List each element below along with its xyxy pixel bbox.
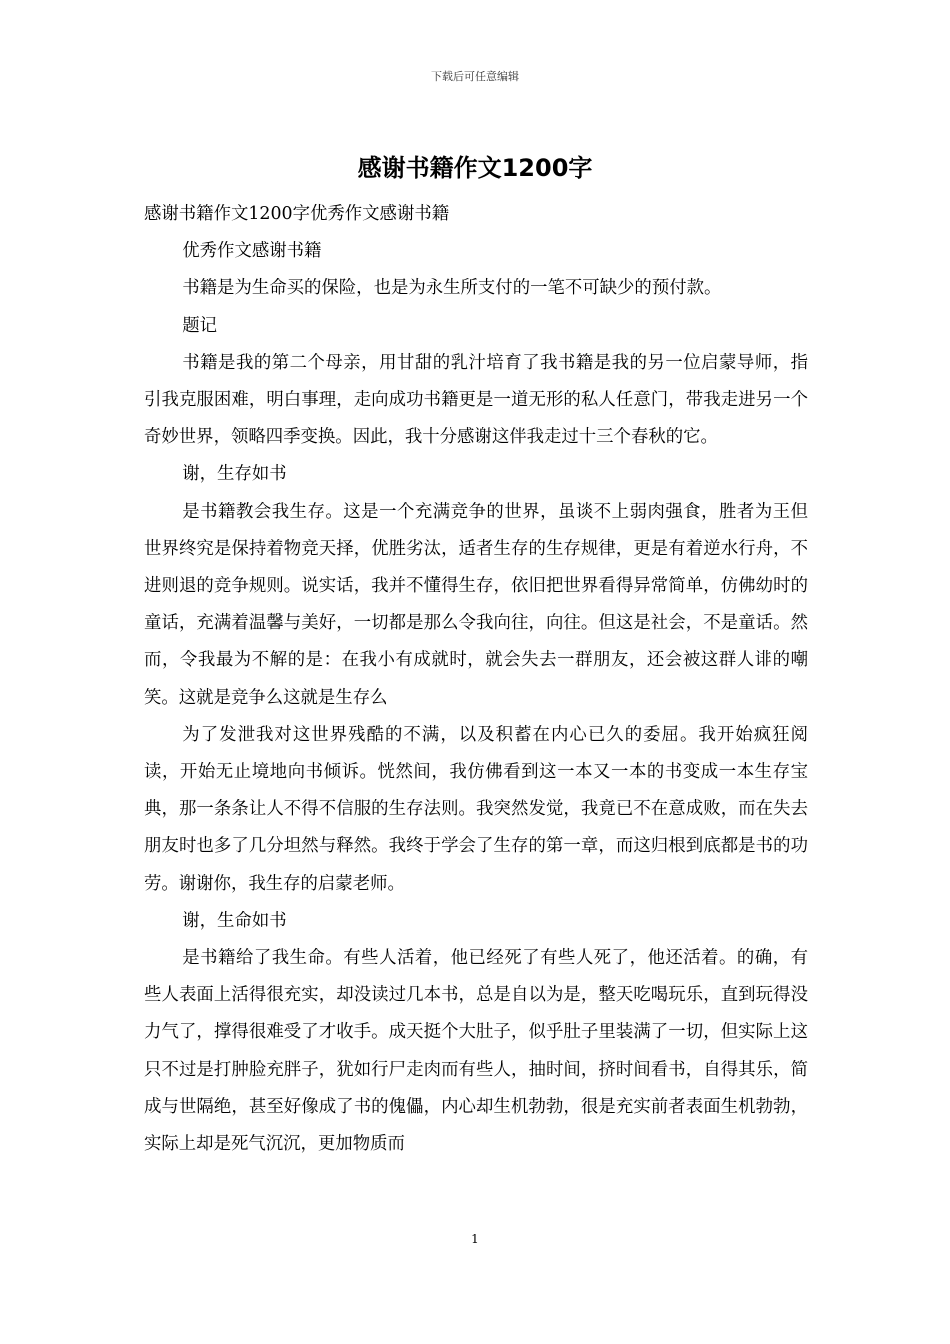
- document-title: 感谢书籍作文1200字: [357, 154, 593, 182]
- paragraph-survival-1: 是书籍教会我生存。这是一个充满竞争的世界，虽谈不上弱肉强食，胜者为王但世界终究是保持着物竞天择，优胜劣汰，适者生存的生存规律，更是有着逆水行舟，不进则退的竞争规则。说实话，我并不懂得生存，依旧把世界看得异常简单，仿佛幼时的童话，充满着温馨与美好，一切都是那么令我向往，向往。但这是社会，不是童话。然而，令我最为不解的是：在我小有成就时，就会失去一群朋友，还会被这群人诽的嘲笑。这就是竞争么这就是生存么: [144, 501, 808, 708]
- paragraph-survival-2: 为了发泄我对这世界残酷的不满，以及积蓄在内心已久的委屈。我开始疯狂阅读，开始无止境地向书倾诉。恍然间，我仿佛看到这一本又一本的书变成一本生存宝典，那一条条让人不得不信服的生存法则。我突然发觉，我竟已不在意成败，而在失去朋友时也多了几分坦然与释然。我终于学会了生存的第一章，而这归根到底都是书的功劳。谢谢你，我生存的启蒙老师。: [144, 724, 808, 894]
- paragraph-intro: 书籍是我的第二个母亲，用甘甜的乳汁培育了我书籍是我的另一位启蒙导师，指引我克服困难，明白事理，走向成功书籍更是一道无形的私人任意门，带我走进另一个奇妙世界，领略四季变换。因此，我十分感谢这伴我走过十三个春秋的它。: [144, 352, 808, 448]
- paragraph-life-1: 是书籍给了我生命。有些人活着，他已经死了有些人死了，他还活着。的确，有些人表面上活得很充实，却没读过几本书，总是自以为是，整天吃喝玩乐，直到玩得没力气了，撑得很难受了才收手。成天挺个大肚子，似乎肚子里装满了一切，但实际上这只不过是打肿脸充胖子，犹如行尸走肉而有些人，抽时间，挤时间看书，自得其乐，简成与世隔绝，甚至好像成了书的傀儡，内心却生机勃勃，很是充实前者表面生机勃勃，实际上却是死气沉沉，更加物质而: [144, 948, 808, 1155]
- document-body: [144, 196, 808, 1163]
- section-heading-life: 谢，生命如书: [182, 910, 287, 931]
- paragraph-heading: 优秀作文感谢书籍: [182, 241, 322, 262]
- page-number: 1: [471, 1232, 479, 1246]
- paragraph-epigraph-label: 题记: [182, 315, 218, 336]
- section-heading-survival: 谢，生存如书: [182, 464, 287, 485]
- page-header-note: 下载后可任意编辑: [431, 70, 519, 83]
- paragraph-subtitle: 感谢书籍作文1200字优秀作文感谢书籍: [144, 204, 450, 224]
- paragraph-epigraph: 书籍是为生命买的保险，也是为永生所支付的一笔不可缺少的预付款。: [182, 278, 722, 299]
